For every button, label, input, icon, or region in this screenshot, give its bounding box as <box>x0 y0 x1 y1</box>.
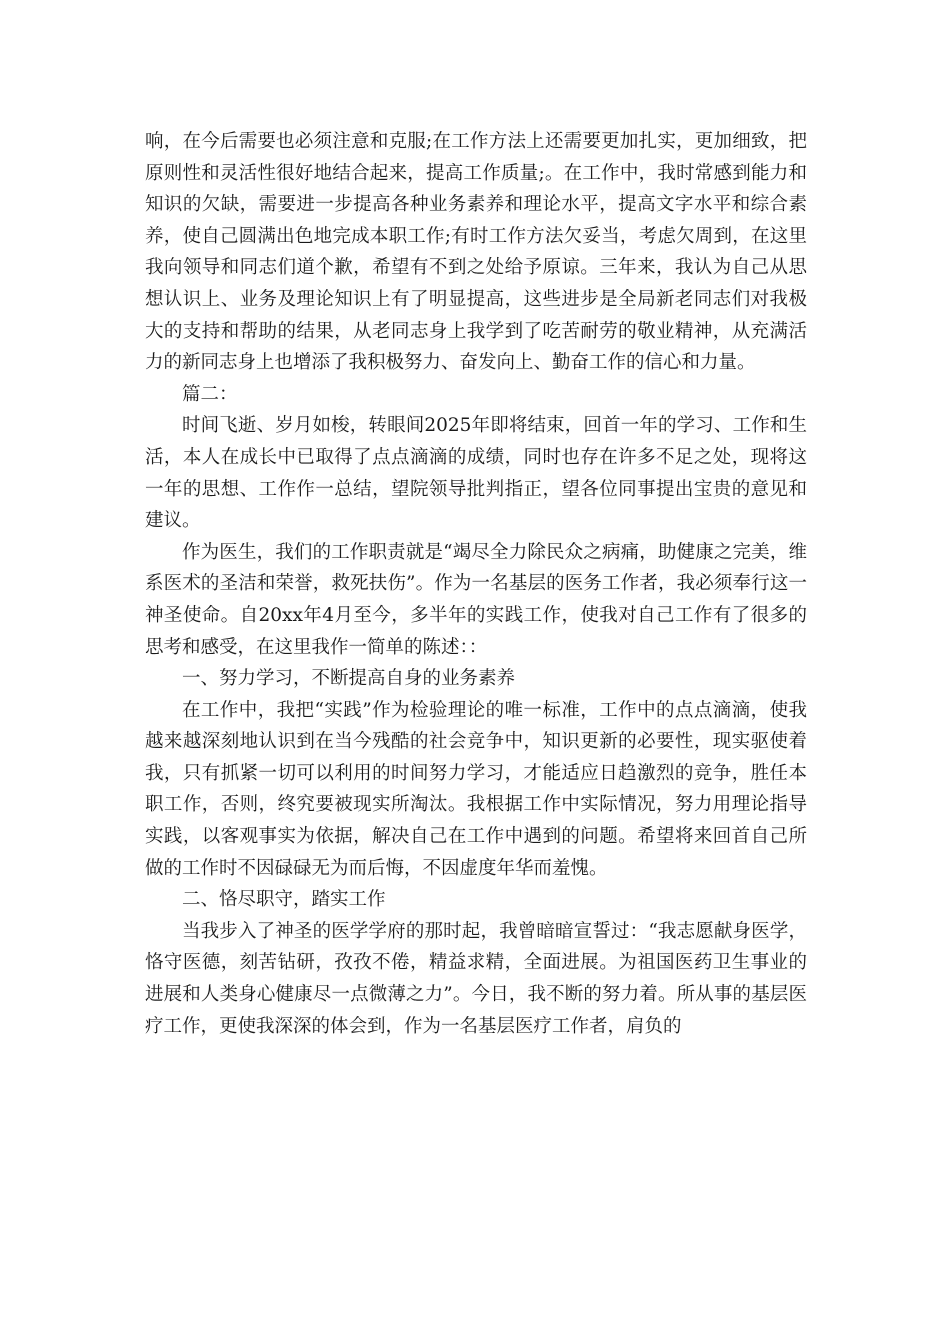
document-body <box>145 126 807 1042</box>
paragraph-intro: 时间飞逝、岁月如梭，转眼间2025年即将结束，回首一年的学习、工作和生活，本人在成长中已取得了点点滴滴的成绩，同时也存在许多不足之处，现将这一年的思想、工作作一总结，望院领导批判指正，望各位同事提出宝贵的意见和建议。 <box>145 415 807 532</box>
paragraph-study: 在工作中，我把“实践”作为检验理论的唯一标准，工作中的点点滴滴，使我越来越深刻地认识到在当今残酷的社会竞争中，知识更新的必要性，现实驱使着我，只有抓紧一切可以利用的时间努力学习，才能适应日趋激烈的竞争，胜任本职工作，否则，终究要被现实所淘汰。我根据工作中实际情况，努力用理论指导实践，以客观事实为依据，解决自己在工作中遇到的问题。希望将来回首自己所做的工作时不因碌碌无为而后悔，不因虚度年华而羞愧。 <box>145 699 807 879</box>
paragraph-oath: 当我步入了神圣的医学学府的那时起，我曾暗暗宣誓过：“我志愿献身医学，恪守医德，刻苦钻研，孜孜不倦，精益求精，全面进展。为祖国医药卫生事业的进展和人类身心健康尽一点微薄之力”。今日，我不断的努力着。所从事的基层医疗工作，更使我深深的体会到，作为一名基层医疗工作者，肩负的 <box>145 920 807 1037</box>
section-heading-study: 一、努力学习，不断提高自身的业务素养 <box>182 668 516 690</box>
section-heading-duty: 二、恪尽职守，踏实工作 <box>182 889 386 911</box>
paragraph-duty: 作为医生，我们的工作职责就是“竭尽全力除民众之病痛，助健康之完美，维系医术的圣洁和荣誉，救死扶伤”。作为一名基层的医务工作者，我必须奉行这一神圣使命。自20xx年4月至今，多半年的实践工作，使我对自己工作有了很多的思考和感受，在这里我作一简单的陈述：： <box>145 541 807 658</box>
section-heading-part-two: 篇二： <box>182 383 238 405</box>
paragraph-continuation: 响，在今后需要也必须注意和克服;在工作方法上还需要更加扎实，更加细致，把原则性和灵活性很好地结合起来，提高工作质量;。在工作中，我时常感到能力和知识的欠缺，需要进一步提高各种业务素养和理论水平，提高文字水平和综合素养，使自己圆满出色地完成本职工作;有时工作方法欠妥当，考虑欠周到，在这里我向领导和同志们道个歉，希望有不到之处给予原谅。三年来，我认为自己从思想认识上、业务及理论知识上有了明显提高，这些进步是全局新老同志们对我极大的支持和帮助的结果，从老同志身上我学到了吃苦耐劳的敬业精神，从充满活力的新同志身上也增添了我积极努力、奋发向上、勤奋工作的信心和力量。 <box>145 131 807 374</box>
